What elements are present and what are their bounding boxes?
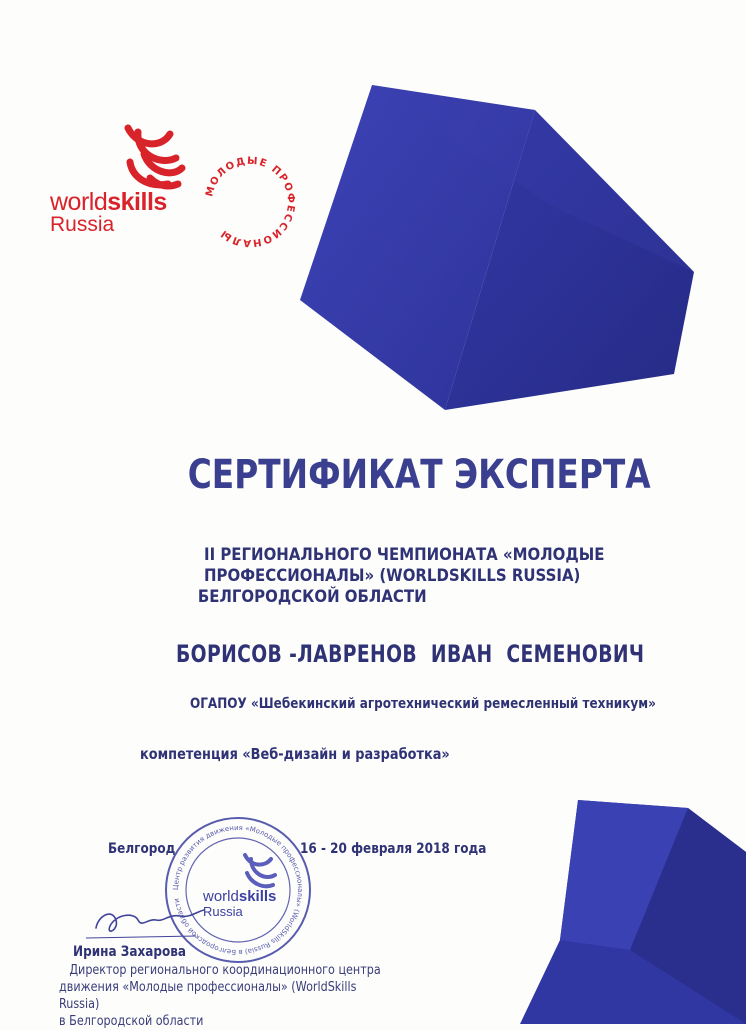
championship-line: II РЕГИОНАЛЬНОГО ЧЕМПИОНАТА «МОЛОДЫЕ — [204, 545, 605, 565]
recipient-name: БОРИСОВ -ЛАВРЕНОВ ИВАН СЕМЕНОВИЧ — [176, 640, 645, 668]
championship-line: БЕЛГОРОДСКОЙ ОБЛАСТИ — [197, 587, 427, 607]
signatory-role-line: Директор регионального координационного центра — [69, 963, 381, 978]
certificate-title: СЕРТИФИКАТ ЭКСПЕРТА — [187, 452, 651, 498]
championship-description — [197, 545, 609, 608]
brand-word-skills: skills — [107, 188, 167, 216]
decorative-cube-large — [300, 85, 700, 415]
championship-line: ПРОФЕССИОНАЛЫ» (WORLDSKILLS RUSSIA) — [204, 566, 581, 586]
svg-text:Russia: Russia — [203, 904, 243, 919]
worldskills-wordmark — [50, 190, 167, 214]
decorative-cube-small — [520, 800, 746, 1024]
signatory-role — [59, 962, 386, 1030]
brand-country: Russia — [50, 213, 115, 236]
signatory-role-line: в Белгородской области — [59, 1014, 204, 1029]
svg-text:Центр развития движения «Молод: Центр развития движения «Молодые профессионалы» (WorldSkills Russia) в Белгородской области — [171, 823, 305, 957]
competence: компетенция «Веб-дизайн и разработка» — [140, 745, 450, 763]
organization-name: ОГАПОУ «Шебекинский агротехнический ремесленный техникум» — [190, 696, 656, 712]
brand-word-world: world — [50, 188, 108, 216]
svg-text:worldskills: worldskills — [203, 888, 277, 905]
signatory-name: Ирина Захарова — [73, 944, 186, 960]
molodye-professionaly-badge-icon — [198, 150, 302, 254]
event-dates: 16 - 20 февраля 2018 года — [300, 841, 487, 857]
handwritten-signature — [76, 898, 216, 948]
signatory-role-line: движения «Молодые профессионалы» (WorldSkills Russia) — [59, 980, 357, 1012]
city: Белгород — [108, 841, 176, 857]
svg-text:МОЛОДЫЕ ПРОФЕССИОНАЛЫ: МОЛОДЫЕ ПРОФЕССИОНАЛЫ — [204, 155, 297, 249]
